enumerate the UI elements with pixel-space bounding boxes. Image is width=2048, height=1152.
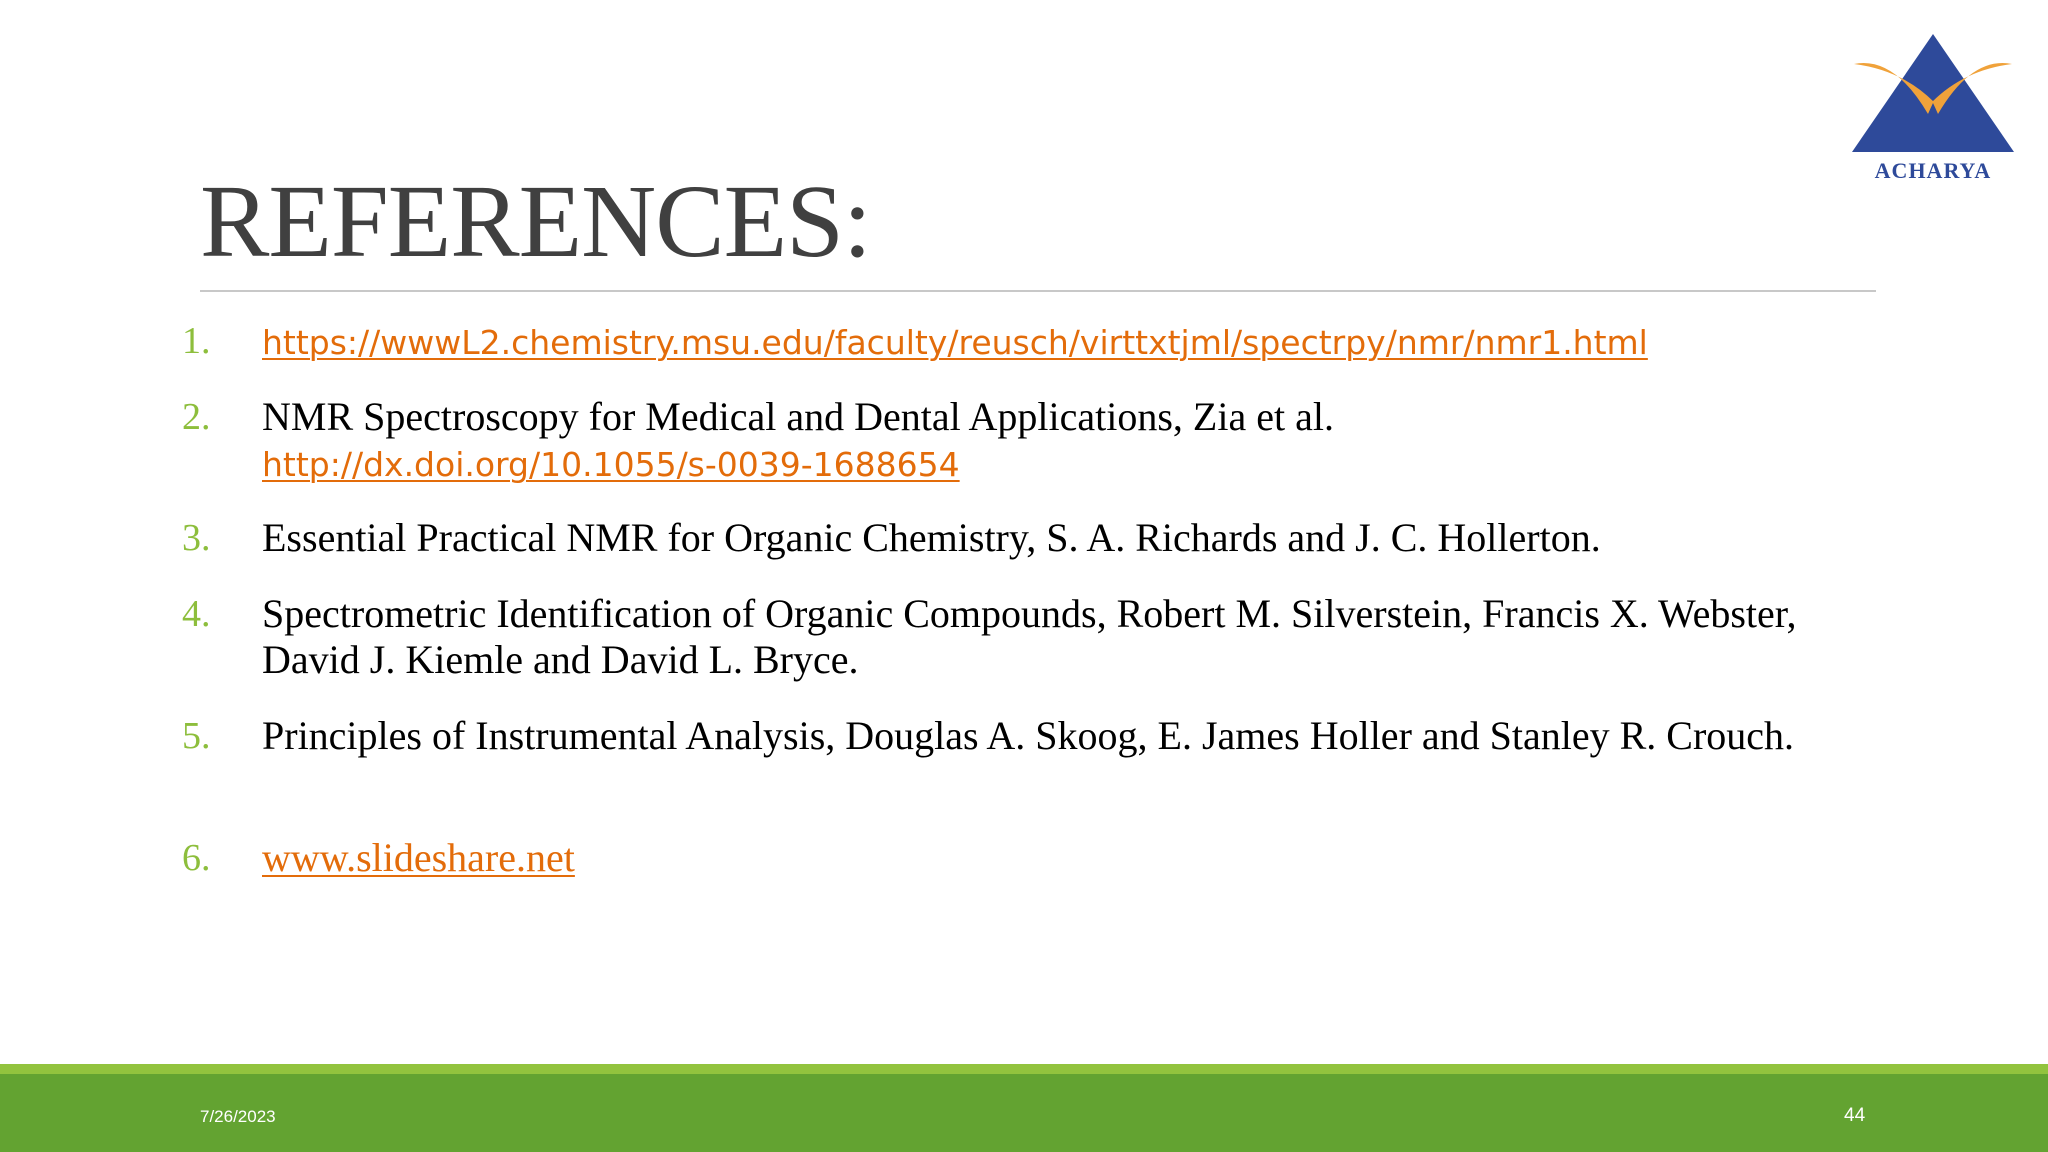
reference-number: 6. — [182, 837, 211, 879]
reference-number: 2. — [182, 396, 211, 438]
logo-triangle — [1852, 34, 2014, 152]
reference-text: Spectrometric Identification of Organic Compounds, Robert M. Silverstein, Francis X. Webster, David J. Kiemle and David L. Bryce. — [262, 591, 1797, 682]
reference-text: Principles of Instrumental Analysis, Douglas A. Skoog, E. James Holler and Stanley R. Crouch. — [262, 713, 1795, 758]
footer-bar — [0, 1074, 2048, 1152]
title-divider — [200, 290, 1876, 292]
logo-mark-icon — [1848, 30, 2018, 188]
reference-link[interactable]: https://wwwL2.chemistry.msu.edu/faculty/reusch/virttxtjml/spectrpy/nmr/nmr1.html — [262, 323, 1648, 362]
page-number: 44 — [1844, 1105, 1866, 1126]
reference-number: 1. — [182, 320, 211, 362]
page-title: REFERENCES: — [200, 164, 871, 279]
logo-text: ACHARYA — [1874, 158, 1992, 183]
reference-body — [262, 318, 1802, 366]
reference-body — [262, 394, 1802, 488]
reference-number: 3. — [182, 517, 211, 559]
reference-link[interactable]: www.slideshare.net — [262, 835, 575, 880]
reference-link[interactable]: http://dx.doi.org/10.1055/s-0039-1688654 — [262, 445, 960, 484]
reference-number: 4. — [182, 593, 211, 635]
footer-date: 7/26/2023 — [200, 1107, 276, 1126]
acharya-logo — [1848, 30, 2018, 188]
reference-text: Essential Practical NMR for Organic Chemistry, S. A. Richards and J. C. Hollerton. — [262, 515, 1601, 560]
reference-text: NMR Spectroscopy for Medical and Dental Applications, Zia et al. — [262, 394, 1334, 439]
reference-number: 5. — [182, 715, 211, 757]
footer-accent-bar — [0, 1064, 2048, 1074]
reference-body — [262, 835, 1802, 881]
